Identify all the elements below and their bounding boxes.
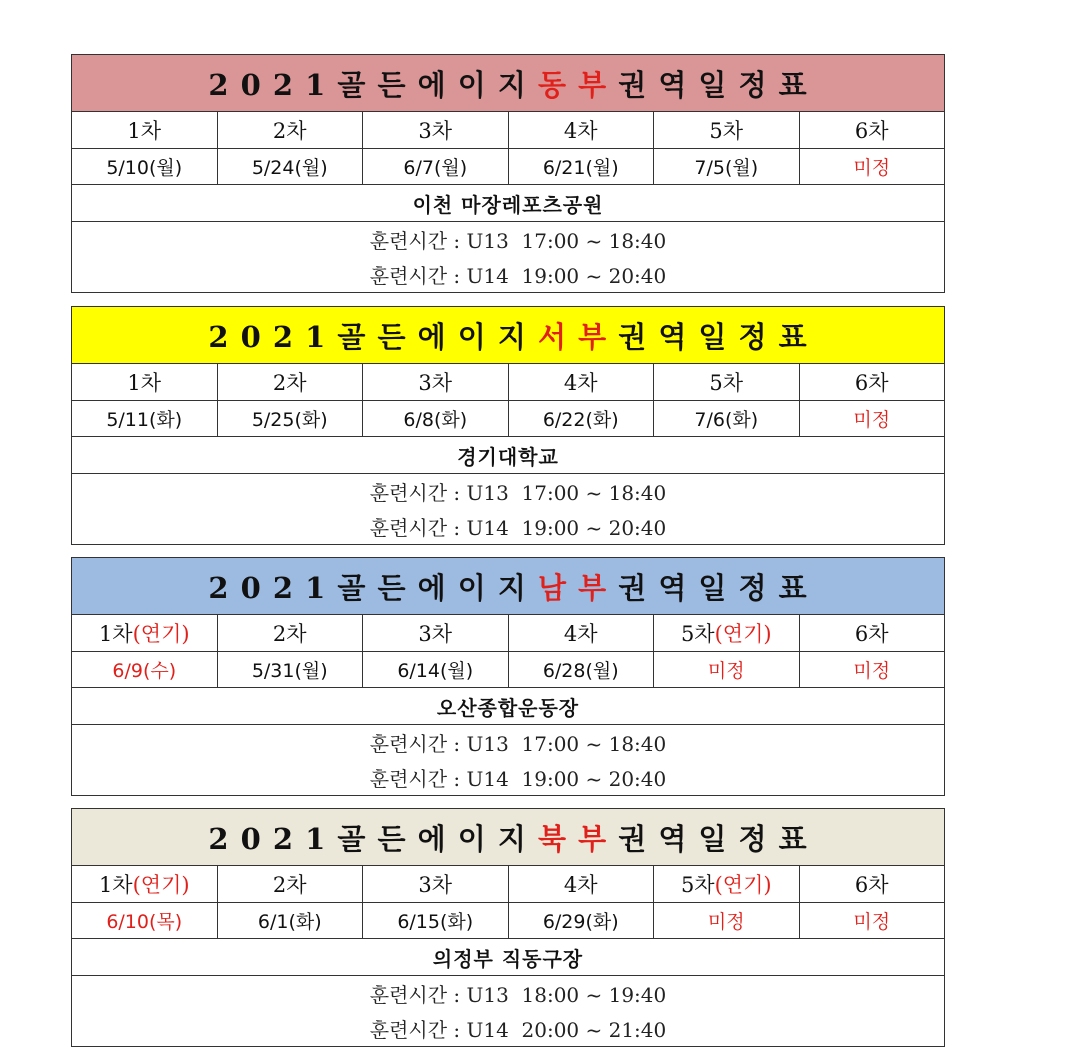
training-time-line: 훈련시간 : U13 17:00 ~ 18:40 — [369, 481, 667, 505]
round-label: 2차 — [272, 622, 307, 646]
date-cell: 6/8(화) — [363, 401, 509, 436]
title-suffix: 권 역 일 정 표 — [607, 319, 808, 354]
round-label: 5차 — [680, 622, 715, 646]
schedule-title — [72, 307, 944, 364]
schedule-table — [71, 306, 945, 545]
round-label: 3차 — [418, 622, 453, 646]
round-postponed-note: (연기) — [132, 622, 190, 646]
round-label: 5차 — [680, 873, 715, 897]
date-cell: 미정 — [654, 903, 800, 938]
venue-name: 이천 마장레포츠공원 — [72, 185, 944, 222]
date-cell: 6/1(화) — [218, 903, 364, 938]
training-time-line: 훈련시간 : U13 17:00 ~ 18:40 — [369, 229, 667, 253]
round-header-cell — [363, 364, 509, 400]
round-header-cell — [654, 112, 800, 148]
round-label: 1차 — [127, 371, 162, 395]
title-suffix: 권 역 일 정 표 — [607, 67, 808, 102]
dates-row — [72, 652, 944, 688]
round-header-cell — [72, 364, 218, 400]
title-region: 북 부 — [537, 821, 608, 856]
round-header-cell — [72, 112, 218, 148]
venue-name: 의정부 직동구장 — [72, 939, 944, 976]
round-header-cell — [72, 866, 218, 902]
round-label: 4차 — [563, 371, 598, 395]
round-header-cell — [72, 615, 218, 651]
training-time-line: 훈련시간 : U14 19:00 ~ 20:40 — [369, 516, 667, 540]
schedule-table — [71, 54, 945, 293]
round-header-cell — [509, 364, 655, 400]
round-label: 6차 — [854, 873, 889, 897]
round-label: 1차 — [127, 119, 162, 143]
round-label: 4차 — [563, 873, 598, 897]
venue-name: 오산종합운동장 — [72, 688, 944, 725]
schedule-table — [71, 557, 945, 796]
rounds-row — [72, 615, 944, 652]
round-header-cell — [218, 364, 364, 400]
round-label: 2차 — [272, 371, 307, 395]
round-label: 5차 — [709, 371, 744, 395]
date-cell: 6/10(목) — [72, 903, 218, 938]
round-header-cell — [654, 364, 800, 400]
round-header-cell — [218, 615, 364, 651]
date-cell: 6/9(수) — [72, 652, 218, 687]
round-header-cell — [509, 866, 655, 902]
round-header-cell — [800, 112, 945, 148]
rounds-row — [72, 364, 944, 401]
schedule-title — [72, 809, 944, 866]
round-header-cell — [363, 615, 509, 651]
date-cell: 미정 — [654, 652, 800, 687]
date-cell: 6/29(화) — [509, 903, 655, 938]
training-time-line: 훈련시간 : U13 18:00 ~ 19:40 — [369, 983, 667, 1007]
training-times — [72, 474, 944, 544]
date-cell: 6/7(월) — [363, 149, 509, 184]
date-cell: 6/28(월) — [509, 652, 655, 687]
training-time-line: 훈련시간 : U13 17:00 ~ 18:40 — [369, 732, 667, 756]
round-header-cell — [509, 112, 655, 148]
title-suffix: 권 역 일 정 표 — [607, 821, 808, 856]
round-label: 6차 — [854, 119, 889, 143]
training-time-line: 훈련시간 : U14 19:00 ~ 20:40 — [369, 767, 667, 791]
training-time-line: 훈련시간 : U14 20:00 ~ 21:40 — [369, 1018, 667, 1042]
dates-row — [72, 401, 944, 437]
date-cell: 미정 — [853, 911, 891, 933]
training-times — [72, 725, 944, 795]
rounds-row — [72, 112, 944, 149]
rounds-row — [72, 866, 944, 903]
title-region: 남 부 — [537, 570, 608, 605]
title-prefix: 2 0 2 1 골 든 에 이 지 — [208, 821, 538, 856]
round-label: 3차 — [418, 873, 453, 897]
date-cell: 5/24(월) — [218, 149, 364, 184]
round-header-cell — [800, 615, 945, 651]
training-times — [72, 222, 944, 292]
title-prefix: 2 0 2 1 골 든 에 이 지 — [208, 67, 538, 102]
training-times — [72, 976, 944, 1046]
round-label: 3차 — [418, 119, 453, 143]
schedule-title — [72, 55, 944, 112]
date-cell: 5/11(화) — [72, 401, 218, 436]
round-header-cell — [363, 112, 509, 148]
round-label: 6차 — [854, 371, 889, 395]
round-header-cell — [363, 866, 509, 902]
date-cell: 7/5(월) — [654, 149, 800, 184]
title-region: 동 부 — [537, 67, 608, 102]
round-label: 1차 — [98, 622, 133, 646]
round-postponed-note: (연기) — [132, 873, 190, 897]
round-label: 6차 — [854, 622, 889, 646]
date-cell: 6/15(화) — [363, 903, 509, 938]
round-postponed-note: (연기) — [714, 873, 772, 897]
training-time-line: 훈련시간 : U14 19:00 ~ 20:40 — [369, 264, 667, 288]
round-header-cell — [654, 615, 800, 651]
round-header-cell — [800, 866, 945, 902]
round-header-cell — [800, 364, 945, 400]
dates-row — [72, 903, 944, 939]
date-cell: 미정 — [853, 660, 891, 682]
round-header-cell — [218, 112, 364, 148]
round-label: 3차 — [418, 371, 453, 395]
round-label: 4차 — [563, 622, 598, 646]
dates-row — [72, 149, 944, 185]
date-cell: 미정 — [853, 157, 891, 179]
round-header-cell — [218, 866, 364, 902]
title-suffix: 권 역 일 정 표 — [607, 570, 808, 605]
date-cell: 6/21(월) — [509, 149, 655, 184]
round-label: 2차 — [272, 119, 307, 143]
date-cell: 5/31(월) — [218, 652, 364, 687]
round-label: 5차 — [709, 119, 744, 143]
title-prefix: 2 0 2 1 골 든 에 이 지 — [208, 570, 538, 605]
round-postponed-note: (연기) — [714, 622, 772, 646]
round-label: 1차 — [98, 873, 133, 897]
title-prefix: 2 0 2 1 골 든 에 이 지 — [208, 319, 538, 354]
round-header-cell — [509, 615, 655, 651]
date-cell: 6/14(월) — [363, 652, 509, 687]
date-cell: 미정 — [853, 409, 891, 431]
date-cell: 7/6(화) — [654, 401, 800, 436]
round-label: 2차 — [272, 873, 307, 897]
round-header-cell — [654, 866, 800, 902]
date-cell: 5/10(월) — [72, 149, 218, 184]
title-region: 서 부 — [537, 319, 608, 354]
schedule-table — [71, 808, 945, 1047]
venue-name: 경기대학교 — [72, 437, 944, 474]
date-cell: 6/22(화) — [509, 401, 655, 436]
schedule-title — [72, 558, 944, 615]
date-cell: 5/25(화) — [218, 401, 364, 436]
round-label: 4차 — [563, 119, 598, 143]
